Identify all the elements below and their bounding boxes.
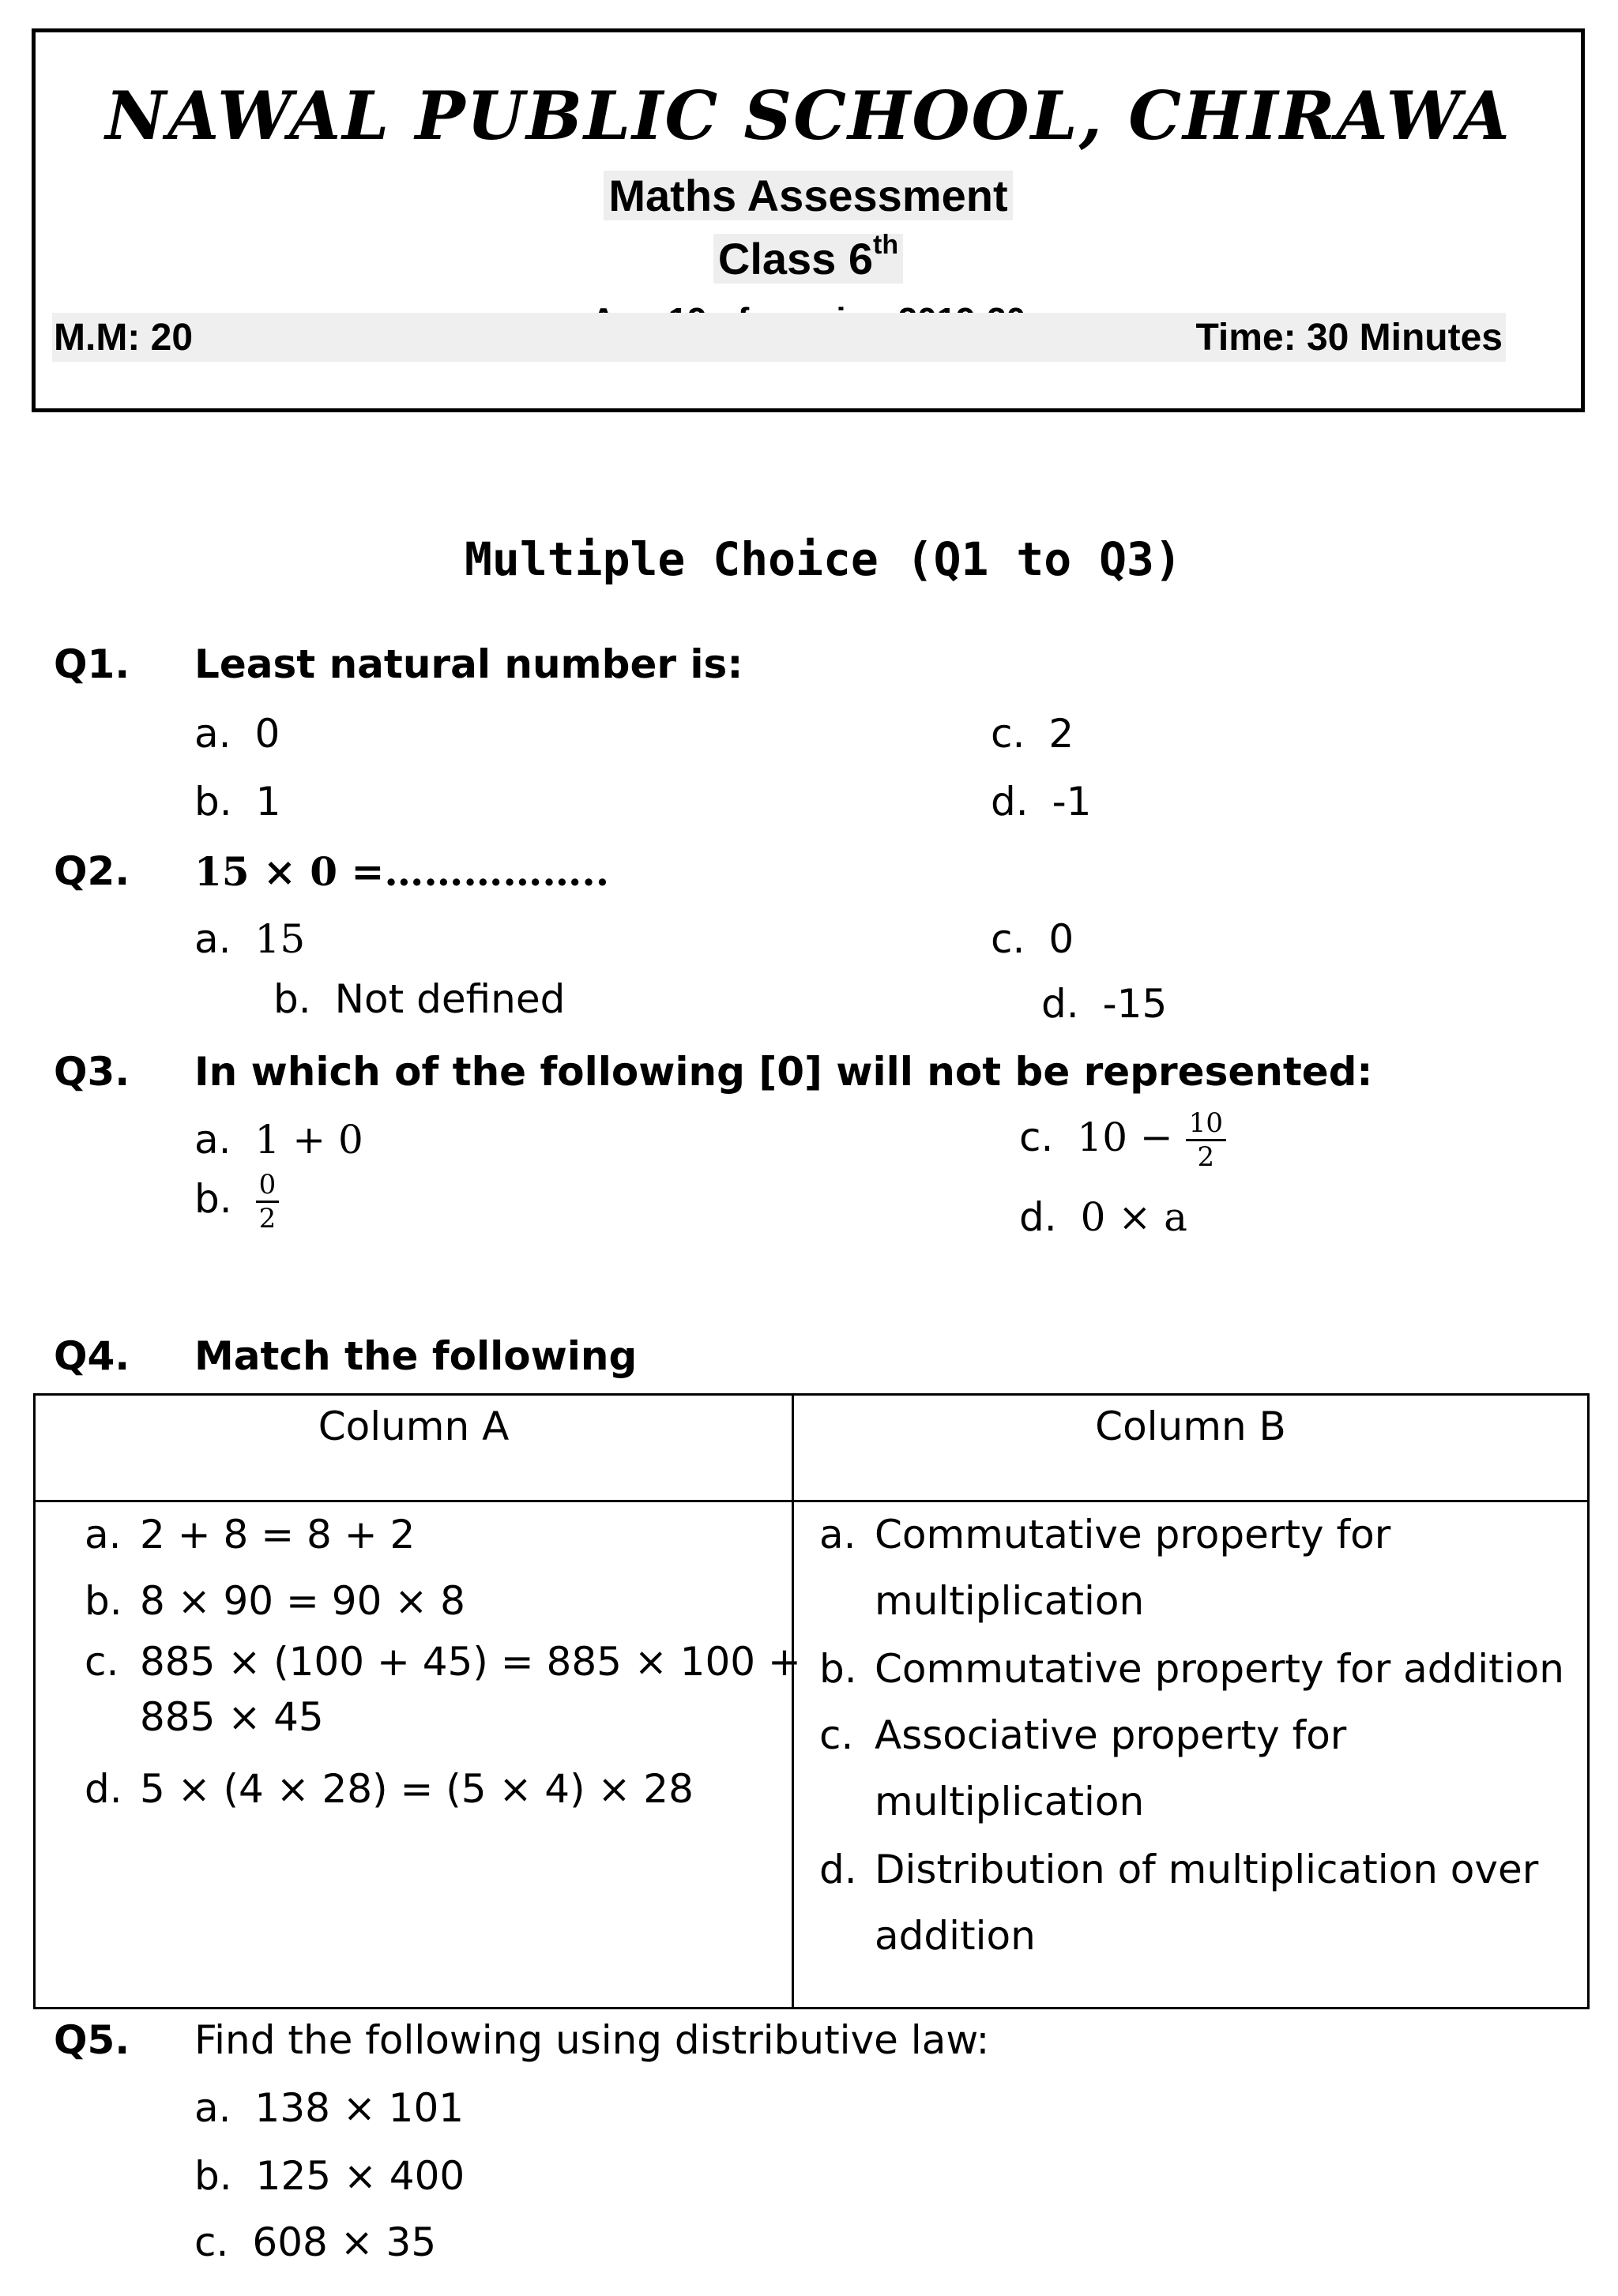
q5-option-b: b. 125 × 400 bbox=[194, 2153, 465, 2199]
q1-number: Q1. bbox=[54, 641, 130, 687]
q3-option-b: b. $\frac{0}{2}$ bbox=[194, 1169, 279, 1234]
school-name: NAWAL PUBLIC SCHOOL, CHIRAWA bbox=[105, 77, 1511, 155]
q4-number: Q4. bbox=[54, 1333, 130, 1379]
column-a-item-c: c. 885 × (100 + 45) = 885 × 100 + 885 × 45 bbox=[85, 1639, 801, 1740]
q2-text: 15 × 0 =…………….. bbox=[194, 848, 610, 895]
q2-number: Q2. bbox=[54, 848, 130, 894]
q3-text: In which of the following [0] will not be represented: bbox=[194, 1049, 1373, 1095]
q5-option-c: c. 608 × 35 bbox=[194, 2219, 437, 2265]
q1-text: Least natural number is: bbox=[194, 641, 743, 687]
q3-number: Q3. bbox=[54, 1049, 130, 1095]
column-a-item-a: a. 2 + 8 = 8 + 2 bbox=[85, 1512, 416, 1558]
q3-option-d: d. 0 × a bbox=[1019, 1194, 1187, 1240]
column-b-item-a: a. Commutative property for multiplication bbox=[819, 1512, 1391, 1624]
q1-option-c: c. 2 bbox=[991, 711, 1074, 757]
assessment-title-text: Maths Assessment bbox=[604, 171, 1012, 220]
class-line bbox=[36, 230, 1581, 284]
q3-option-b-fraction: $\frac{0}{2}$ bbox=[256, 1169, 280, 1234]
q3-option-a: a. 1 + 0 bbox=[194, 1117, 363, 1163]
column-b-item-b: b. Commutative property for addition bbox=[819, 1646, 1564, 1692]
q3-option-c-fraction: $\frac{10}{2}$ bbox=[1186, 1107, 1226, 1173]
column-a-item-d: d. 5 × (4 × 28) = (5 × 4) × 28 bbox=[85, 1766, 694, 1812]
column-b-item-d: d. Distribution of multiplication over addition bbox=[819, 1847, 1539, 1959]
column-a-item-b: b. 8 × 90 = 90 × 8 bbox=[85, 1578, 465, 1624]
q5-option-a: a. 138 × 101 bbox=[194, 2085, 465, 2131]
q2-option-a: a. 15 bbox=[194, 916, 306, 962]
q2-option-b: b. Not defined bbox=[273, 976, 566, 1022]
max-marks: M.M: 20 bbox=[54, 317, 194, 359]
column-a-header: Column A bbox=[318, 1404, 510, 1449]
q5-number: Q5. bbox=[54, 2017, 130, 2063]
time-limit: Time: 30 Minutes bbox=[1195, 317, 1503, 359]
q4-text: Match the following bbox=[194, 1333, 638, 1379]
match-table bbox=[33, 1393, 1590, 2009]
section-title: Multiple Choice (Q1 to Q3) bbox=[465, 532, 1182, 586]
assessment-title bbox=[36, 170, 1581, 221]
q1-option-a: a. 0 bbox=[194, 711, 280, 757]
class-label: Class 6 bbox=[717, 234, 874, 284]
column-b-header: Column B bbox=[1095, 1404, 1286, 1449]
q3-option-c: c. 10 − $\frac{10}{2}$ bbox=[1019, 1107, 1226, 1173]
q2-option-c: c. 0 bbox=[991, 916, 1074, 962]
class-suffix: th bbox=[873, 230, 899, 260]
q1-option-b: b. 1 bbox=[194, 779, 281, 825]
q1-option-d: d. -1 bbox=[991, 779, 1092, 825]
q5-text: Find the following using distributive law: bbox=[194, 2017, 990, 2063]
q2-option-d: d. -15 bbox=[1041, 981, 1168, 1027]
column-b-item-c: c. Associative property for multiplication bbox=[819, 1712, 1347, 1824]
